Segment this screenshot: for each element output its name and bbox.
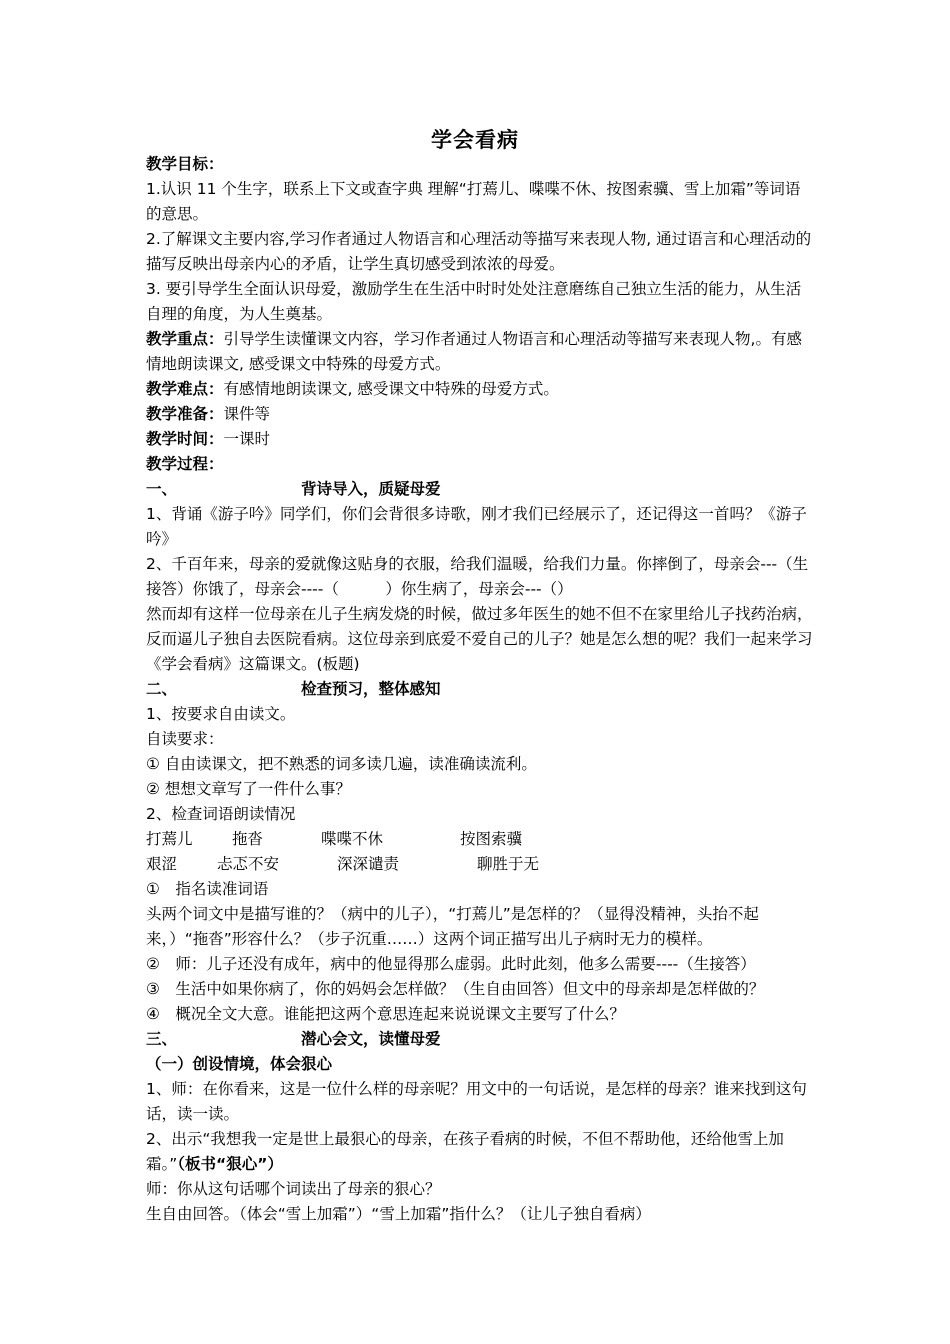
preparation bbox=[146, 402, 814, 427]
vocab-word: 艰涩 bbox=[146, 855, 178, 873]
difficulties bbox=[146, 377, 814, 402]
difficulties-label: 教学难点： bbox=[146, 380, 224, 398]
section-1-title: 背诗导入，质疑母爱 bbox=[301, 480, 441, 498]
section-2-number: 二、 bbox=[146, 680, 178, 698]
subsection-heading: （一）创设情境，体会狠心 bbox=[146, 1055, 333, 1073]
paragraph: 2、检查词语朗读情况 bbox=[146, 805, 296, 823]
paragraph: 然而却有这样一位母亲在儿子生病发烧的时候，做过多年医生的她不但不在家里给儿子找药治病，反而逼儿子独自去医院看病。这位母亲到底爱不爱自己的儿子？她是怎么想的呢？我们一起来学习《学会看病》这篇课文。(板题) bbox=[146, 605, 813, 673]
vocab-word: 忐忑不安 bbox=[217, 855, 280, 873]
word-list-row-2 bbox=[146, 852, 814, 877]
vocab-word: 聊胜于无 bbox=[477, 855, 540, 873]
paragraph: ④ 概况全文大意。谁能把这两个意思连起来说说课文主要写了什么？ bbox=[146, 1005, 625, 1023]
paragraph: 生自由回答。（体会“雪上加霜”）“雪上加霜”指什么？（让儿子独自看病） bbox=[146, 1205, 651, 1223]
key-points bbox=[146, 327, 814, 377]
paragraph: 师：你从这句话哪个词读出了母亲的狠心？ bbox=[146, 1180, 441, 1198]
vocab-word: 按图索骥 bbox=[460, 830, 523, 848]
key-points-text: 引导学生读懂课文内容，学习作者通过人物语言和心理活动等描写来表现人物,。有感情地朗读课文, 感受课文中特殊的母爱方式。 bbox=[146, 330, 802, 373]
paragraph: ② 师：儿子还没有成年，病中的他显得那么虚弱。此时此刻，他多么需要----（生接答） bbox=[146, 955, 756, 973]
difficulties-text: 有感情地朗读课文, 感受课文中特殊的母爱方式。 bbox=[223, 380, 559, 398]
paragraph: ③ 生活中如果你病了，你的妈妈会怎样做？（生自由回答）但文中的母亲却是怎样做的？ bbox=[146, 980, 765, 998]
paragraph bbox=[146, 1127, 814, 1177]
section-3-title: 潜心会文，读懂母爱 bbox=[301, 1030, 441, 1048]
page-title: 学会看病 bbox=[431, 128, 519, 152]
preparation-label: 教学准备： bbox=[146, 405, 224, 423]
paragraph: 1、背诵《游子吟》同学们，你们会背很多诗歌，刚才我们已经展示了，还记得这一首吗？《游子吟》 bbox=[146, 505, 807, 548]
quote-text: 2、出示“我想我一定是世上最狠心的母亲，在孩子看病的时候，不但不帮助他，还给他雪上加霜。” bbox=[146, 1130, 784, 1173]
paragraph: 1、师：在你看来，这是一位什么样的母亲呢？用文中的一句话说，是怎样的母亲？谁来找到这句话，读一读。 bbox=[146, 1080, 807, 1123]
paragraph: ② 想想文章写了一件什么事？ bbox=[146, 780, 351, 798]
teaching-time-text: 一课时 bbox=[223, 430, 271, 448]
word-list-row-1 bbox=[146, 827, 814, 852]
paragraph: 1、按要求自由读文。 bbox=[146, 705, 296, 723]
teaching-time-label: 教学时间： bbox=[146, 430, 224, 448]
key-points-label: 教学重点： bbox=[146, 330, 224, 348]
paragraph: ① 自由读课文，把不熟悉的词多读几遍，读准确读流利。 bbox=[146, 755, 537, 773]
vocab-word: 打蔫儿 bbox=[146, 830, 193, 848]
board-note: （板书“狠心”） bbox=[177, 1155, 283, 1173]
objective-1: 1.认识 11 个生字，联系上下文或查字典 理解“打蔫儿、喋喋不休、按图索骥、雪上加霜”等词语的意思。 bbox=[146, 180, 801, 223]
preparation-text: 课件等 bbox=[223, 405, 271, 423]
vocab-word: 深深谴责 bbox=[337, 855, 400, 873]
vocab-word: 喋喋不休 bbox=[321, 830, 384, 848]
section-2-heading bbox=[146, 677, 814, 702]
paragraph: 自读要求： bbox=[146, 730, 224, 748]
vocab-word: 拖沓 bbox=[232, 830, 264, 848]
objectives-heading: 教学目标： bbox=[146, 155, 224, 173]
section-3-number: 三、 bbox=[146, 1030, 178, 1048]
teaching-time bbox=[146, 427, 814, 452]
paragraph: 头两个词文中是描写谁的？（病中的儿子），“打蔫儿”是怎样的？（显得没精神，头抬不起来，）“拖沓”形容什么？（步子沉重……）这两个词正描写出儿子病时无力的模样。 bbox=[146, 905, 759, 948]
section-1-number: 一、 bbox=[146, 480, 178, 498]
section-2-title: 检查预习，整体感知 bbox=[301, 680, 441, 698]
paragraph: 2、千百年来，母亲的爱就像这贴身的衣服，给我们温暖，给我们力量。你摔倒了，母亲会---（生接答）你饿了，母亲会----（ ）你生病了，母亲会---（） bbox=[146, 555, 809, 598]
document-body bbox=[146, 152, 814, 1227]
section-1-heading bbox=[146, 477, 814, 502]
objective-2: 2.了解课文主要内容,学习作者通过人物语言和心理活动等描写来表现人物, 通过语言和心理活动的描写反映出母亲内心的矛盾，让学生真切感受到浓浓的母爱。 bbox=[146, 230, 812, 273]
objective-3: 3. 要引导学生全面认识母爱，激励学生在生活中时时处处注意磨练自己独立生活的能力，从生活自理的角度，为人生奠基。 bbox=[146, 280, 802, 323]
section-3-heading bbox=[146, 1027, 814, 1052]
paragraph: ① 指名读准词语 bbox=[146, 880, 269, 898]
process-heading: 教学过程： bbox=[146, 455, 224, 473]
